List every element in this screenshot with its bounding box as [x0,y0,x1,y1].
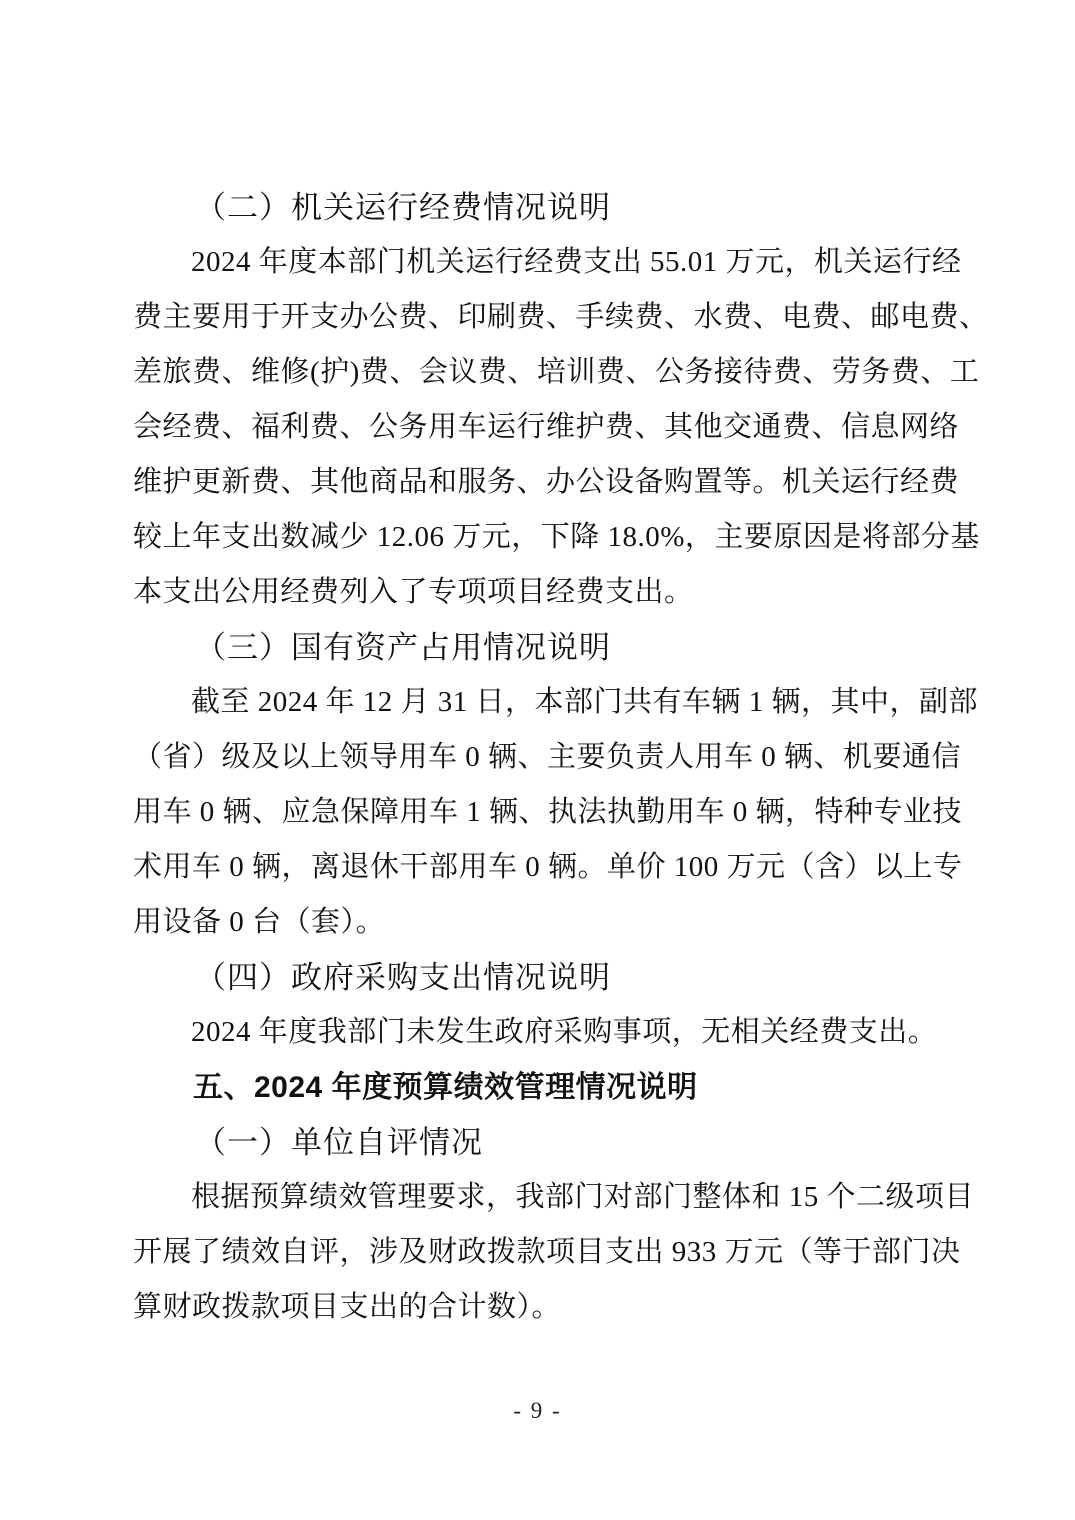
paragraph-line: 算财政拨款项目支出的合计数）。 [133,1291,562,1323]
paragraph-line: 截至 2024 年 12 月 31 日，本部门共有车辆 1 辆，其中，副部 [191,686,979,718]
page-number: - 9 - [513,1398,562,1423]
paragraph-line: 根据预算绩效管理要求，我部门对部门整体和 15 个二级项目 [191,1181,975,1213]
section-heading-level2: （三）国有资产占用情况说明 [195,630,611,665]
document-body [133,180,989,1335]
paragraph-line: （省）级及以上领导用车 0 辆、主要负责人用车 0 辆、机要通信 [133,741,962,773]
paragraph-line: 开展了绩效自评，涉及财政拨款项目支出 933 万元（等于部门决 [133,1236,961,1268]
paragraph-line: 2024 年度本部门机关运行经费支出 55.01 万元，机关运行经 [191,246,962,278]
section-heading-level2: （四）政府采购支出情况说明 [195,960,611,995]
paragraph-line: 差旅费、维修(护)费、会议费、培训费、公务接待费、劳务费、工 [133,356,980,388]
section-heading-level2: （二）机关运行经费情况说明 [195,190,611,225]
section-heading-level1: 五、2024 年度预算绩效管理情况说明 [193,1071,698,1104]
paragraph-line: 用车 0 辆、应急保障用车 1 辆、执法执勤用车 0 辆，特种专业技 [133,796,963,828]
paragraph-line: 较上年支出数减少 12.06 万元，下降 18.0%，主要原因是将部分基 [133,521,980,553]
paragraph-line: 2024 年度我部门未发生政府采购事项，无相关经费支出。 [191,1016,938,1048]
paragraph-line: 费主要用于开支办公费、印刷费、手续费、水费、电费、邮电费、 [133,301,989,333]
section-heading-level2: （一）单位自评情况 [195,1125,483,1160]
paragraph-line: 用设备 0 台（套）。 [133,906,386,938]
paragraph-line: 维护更新费、其他商品和服务、办公设备购置等。机关运行经费 [133,466,960,498]
paragraph-line: 术用车 0 辆，离退休干部用车 0 辆。单价 100 万元（含）以上专 [133,851,963,883]
paragraph-line: 会经费、福利费、公务用车运行维护费、其他交通费、信息网络 [133,411,960,443]
paragraph-line: 本支出公用经费列入了专项项目经费支出。 [133,576,694,608]
